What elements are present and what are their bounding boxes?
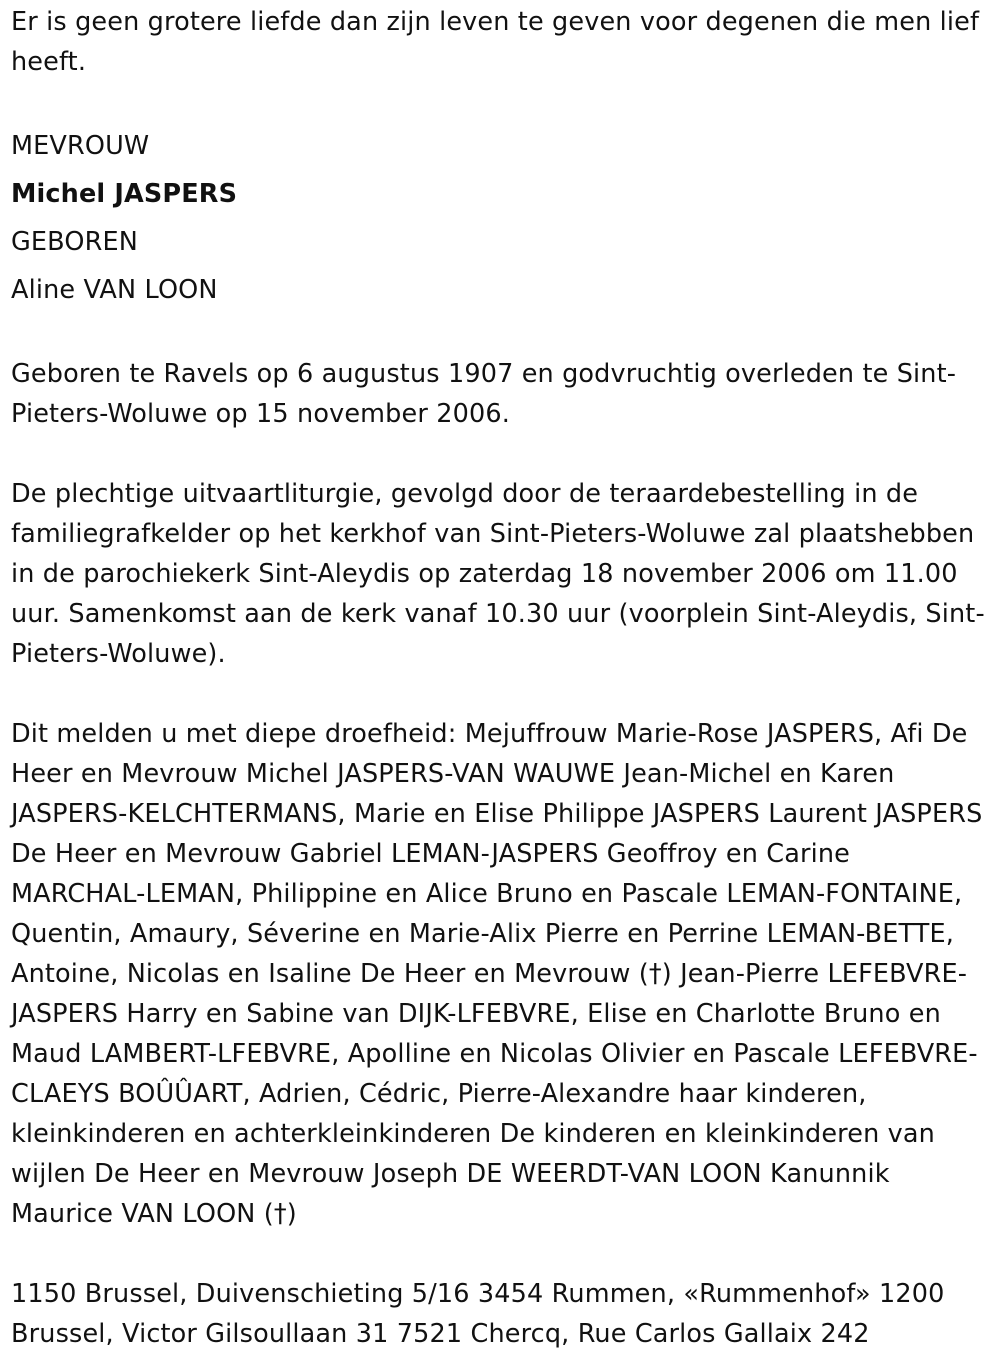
maiden-name: Aline VAN LOON [11,275,218,305]
birth-death-paragraph: Geboren te Ravels op 6 augustus 1907 en godvruchtig overleden te Sint-Pieters-Woluwe op 15 november 2006. [11,359,957,429]
opening-quote: Er is geen grotere liefde dan zijn leven te geven voor degenen die men lief heeft. [11,7,980,77]
spacer [11,82,990,122]
addresses-paragraph: 1150 Brussel, Duivenschieting 5/16 3454 Rummen, «Rummenhof» 1200 Brussel, Victor Gilsoullaan 31 7521 Chercq, Rue Carlos Gallaix 242 [11,1279,945,1349]
spacer [11,314,990,354]
spacer [11,674,990,714]
honorific-title: MEVROUW [11,131,150,161]
spacer [11,1234,990,1274]
born-label: GEBOREN [11,227,138,257]
spacer [11,434,990,474]
funeral-paragraph: De plechtige uitvaartliturgie, gevolgd door de teraardebestelling in de familiegrafkelder op het kerkhof van Sint-Pieters-Woluwe zal plaatshebben in de parochiekerk Sint-Aleydis op zaterdag 18 november 2006 om 11.00 uur. Samenkomst aan de kerk vanaf 10.30 uur (voorplein Sint-Aleydis, Sint-Pieters-Woluwe). [11,479,985,669]
mourners-paragraph: Dit melden u met diepe droefheid: Mejuffrouw Marie-Rose JASPERS, Afi De Heer en Mevrouw Michel JASPERS-VAN WAUWE Jean-Michel en Karen JASPERS-KELCHTERMANS, Marie en Elise Philippe JASPERS Laurent JASPERS De Heer en Mevrouw Gabriel LEMAN-JASPERS Geoffroy en Carine MARCHAL-LEMAN, Philippine en Alice Bruno en Pascale LEMAN-FONTAINE, Quentin, Amaury, Séverine en Marie-Alix Pierre en Perrine LEMAN-BETTE, Antoine, Nicolas en Isaline De Heer en Mevrouw (†) Jean-Pierre LEFEBVRE-JASPERS Harry en Sabine van DIJK-LFEBVRE, Elise en Charlotte Bruno en Maud LAMBERT-LFEBVRE, Apolline en Nicolas Olivier en Pascale LEFEBVRE-CLAEYS BOÛÛART, Adrien, Cédric, Pierre-Alexandre haar kinderen, kleinkinderen en achterkleinkinderen De kinderen en kleinkinderen van wijlen De Heer en Mevrouw Joseph DE WEERDT-VAN LOON Kanunnik Maurice VAN LOON (†) [11,719,983,1229]
deceased-name: Michel JASPERS [11,179,238,209]
